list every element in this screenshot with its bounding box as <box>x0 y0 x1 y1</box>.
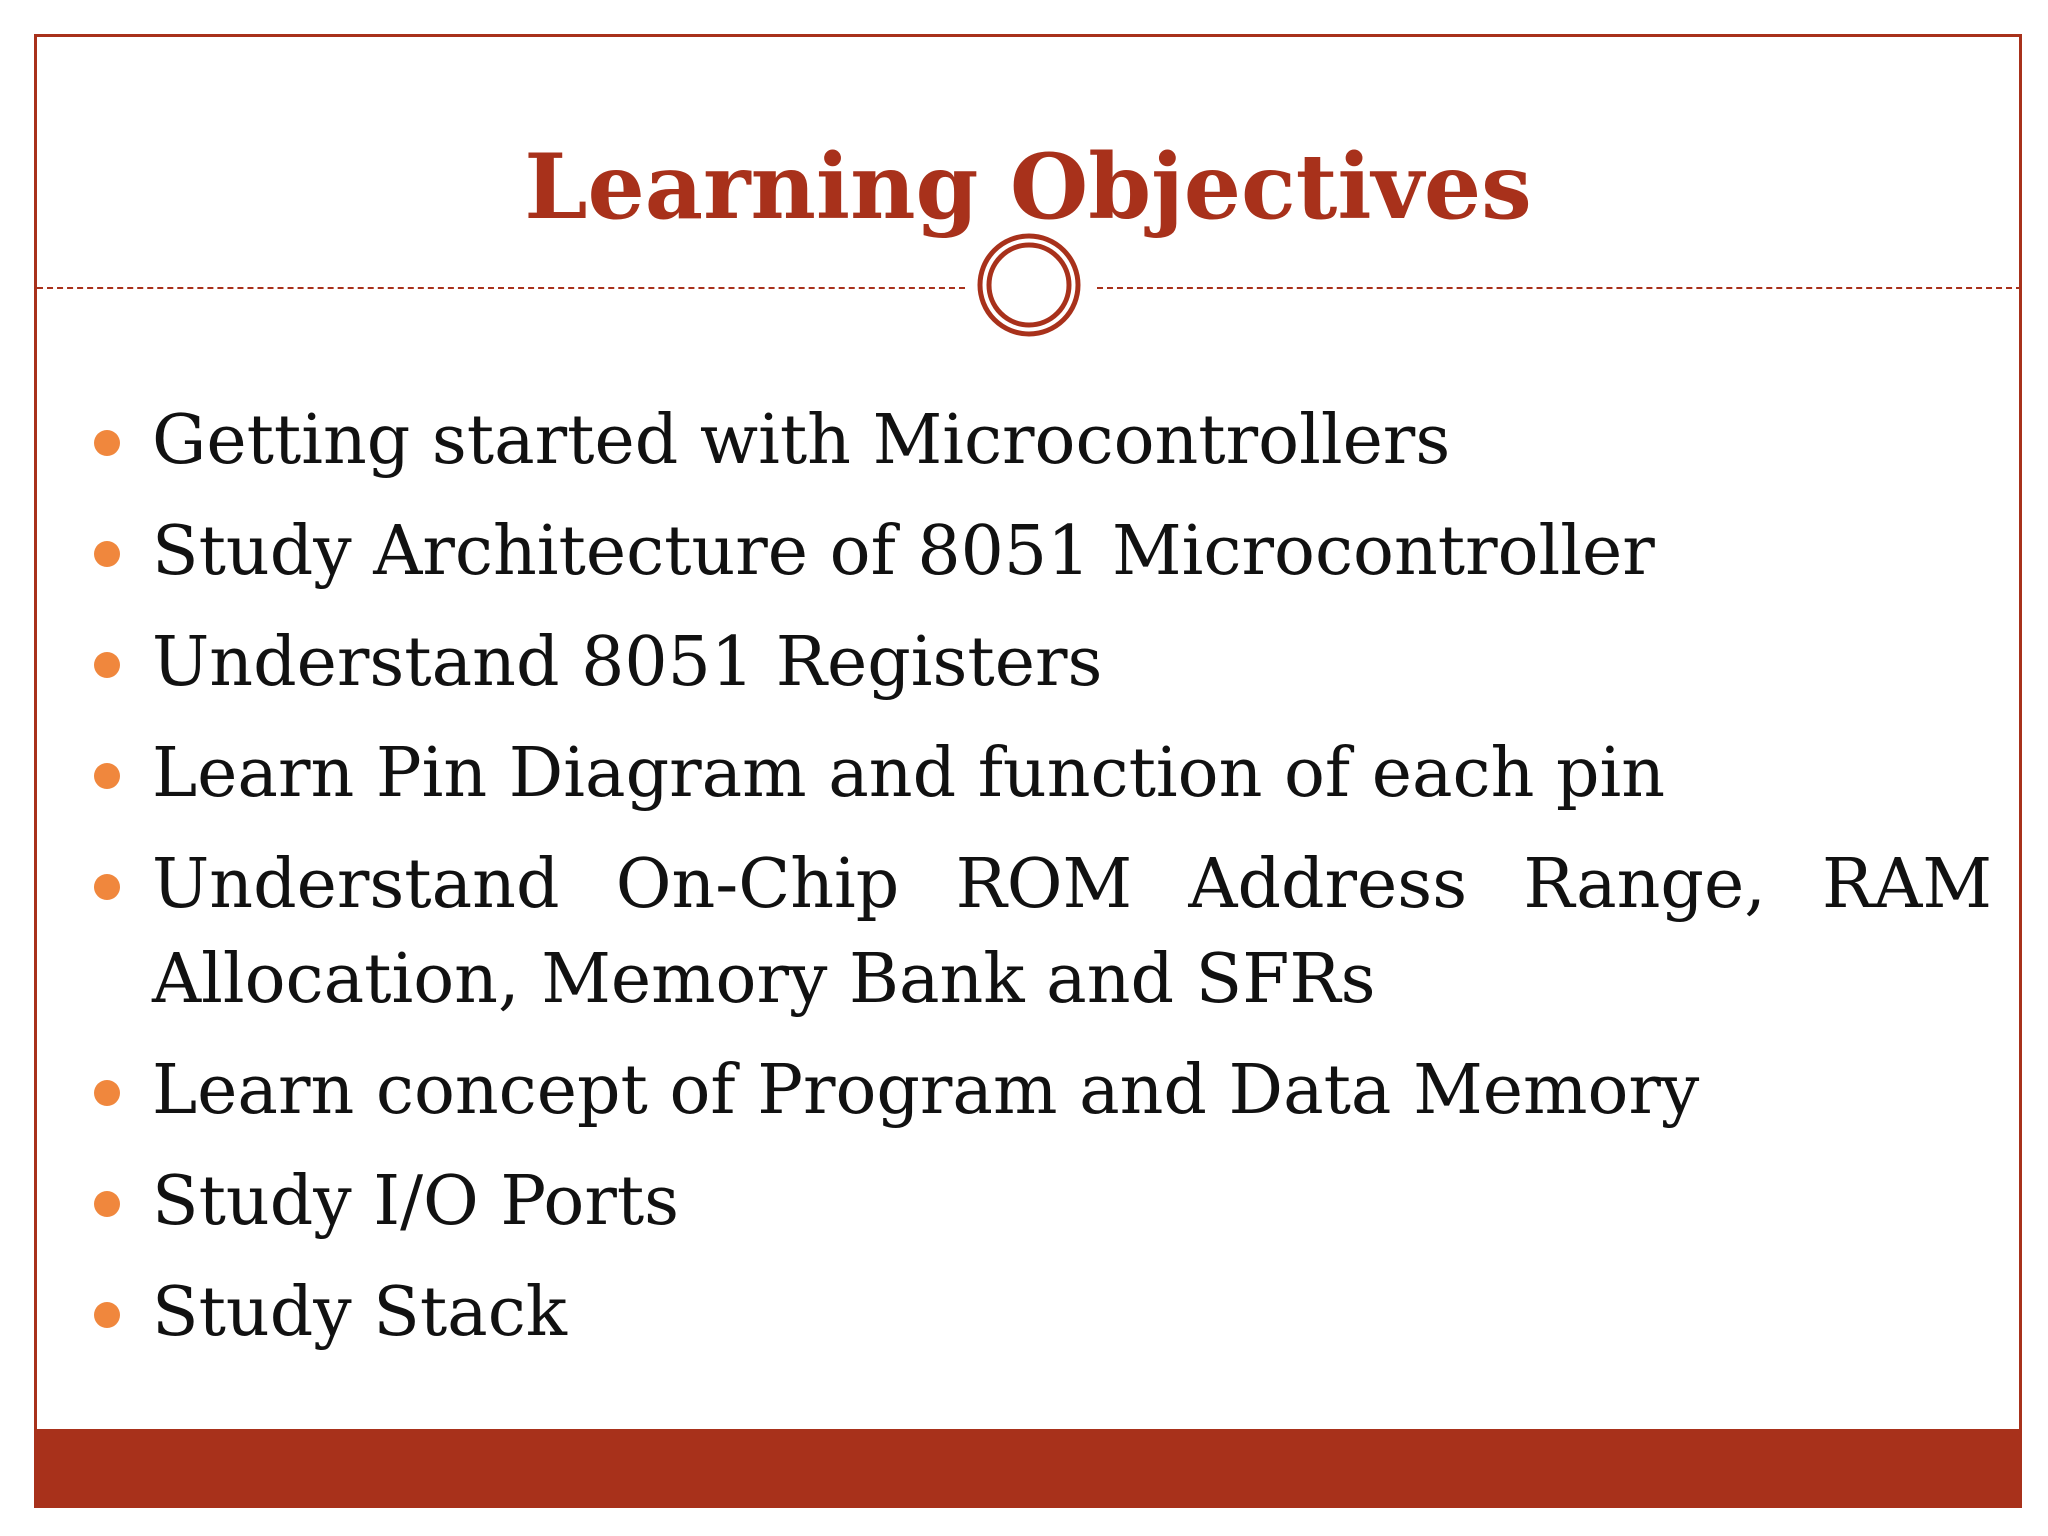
list-item <box>152 504 1992 599</box>
list-item <box>152 615 1992 710</box>
title-divider-left <box>37 287 965 289</box>
bullet-dot-icon <box>94 1080 120 1106</box>
slide-title: Learning Objectives <box>524 134 1532 240</box>
list-item-text: Study Stack <box>152 1273 568 1352</box>
objectives-list <box>152 393 1992 1376</box>
list-item <box>152 1154 1992 1249</box>
list-item-text: Study Architecture of 8051 Microcontroller <box>152 512 1655 591</box>
list-item-text: Study I/O Ports <box>152 1162 680 1241</box>
bullet-dot-icon <box>94 763 120 789</box>
list-item <box>152 726 1992 821</box>
list-item-text: Learn concept of Program and Data Memory <box>152 1051 1700 1130</box>
bullet-dot-icon <box>94 1191 120 1217</box>
list-item <box>152 393 1992 488</box>
slide <box>34 34 2022 1508</box>
list-item <box>152 1265 1992 1360</box>
double-circle-icon <box>977 233 1081 337</box>
list-item-text: Learn Pin Diagram and function of each pin <box>152 734 1666 813</box>
list-item-text: Understand 8051 Registers <box>152 623 1103 702</box>
list-item-text: Understand On-Chip ROM Address Range, RAM Allocation, Memory Bank and SFRs <box>152 845 1992 1019</box>
bullet-dot-icon <box>94 874 120 900</box>
bullet-dot-icon <box>94 541 120 567</box>
title-divider-right <box>1097 287 2022 289</box>
list-item <box>152 837 1992 1027</box>
list-item-text: Getting started with Microcontrollers <box>152 401 1451 480</box>
bullet-dot-icon <box>94 652 120 678</box>
list-item <box>152 1043 1992 1138</box>
footer-bar <box>37 1429 2019 1505</box>
bullet-dot-icon <box>94 430 120 456</box>
bullet-dot-icon <box>94 1302 120 1328</box>
